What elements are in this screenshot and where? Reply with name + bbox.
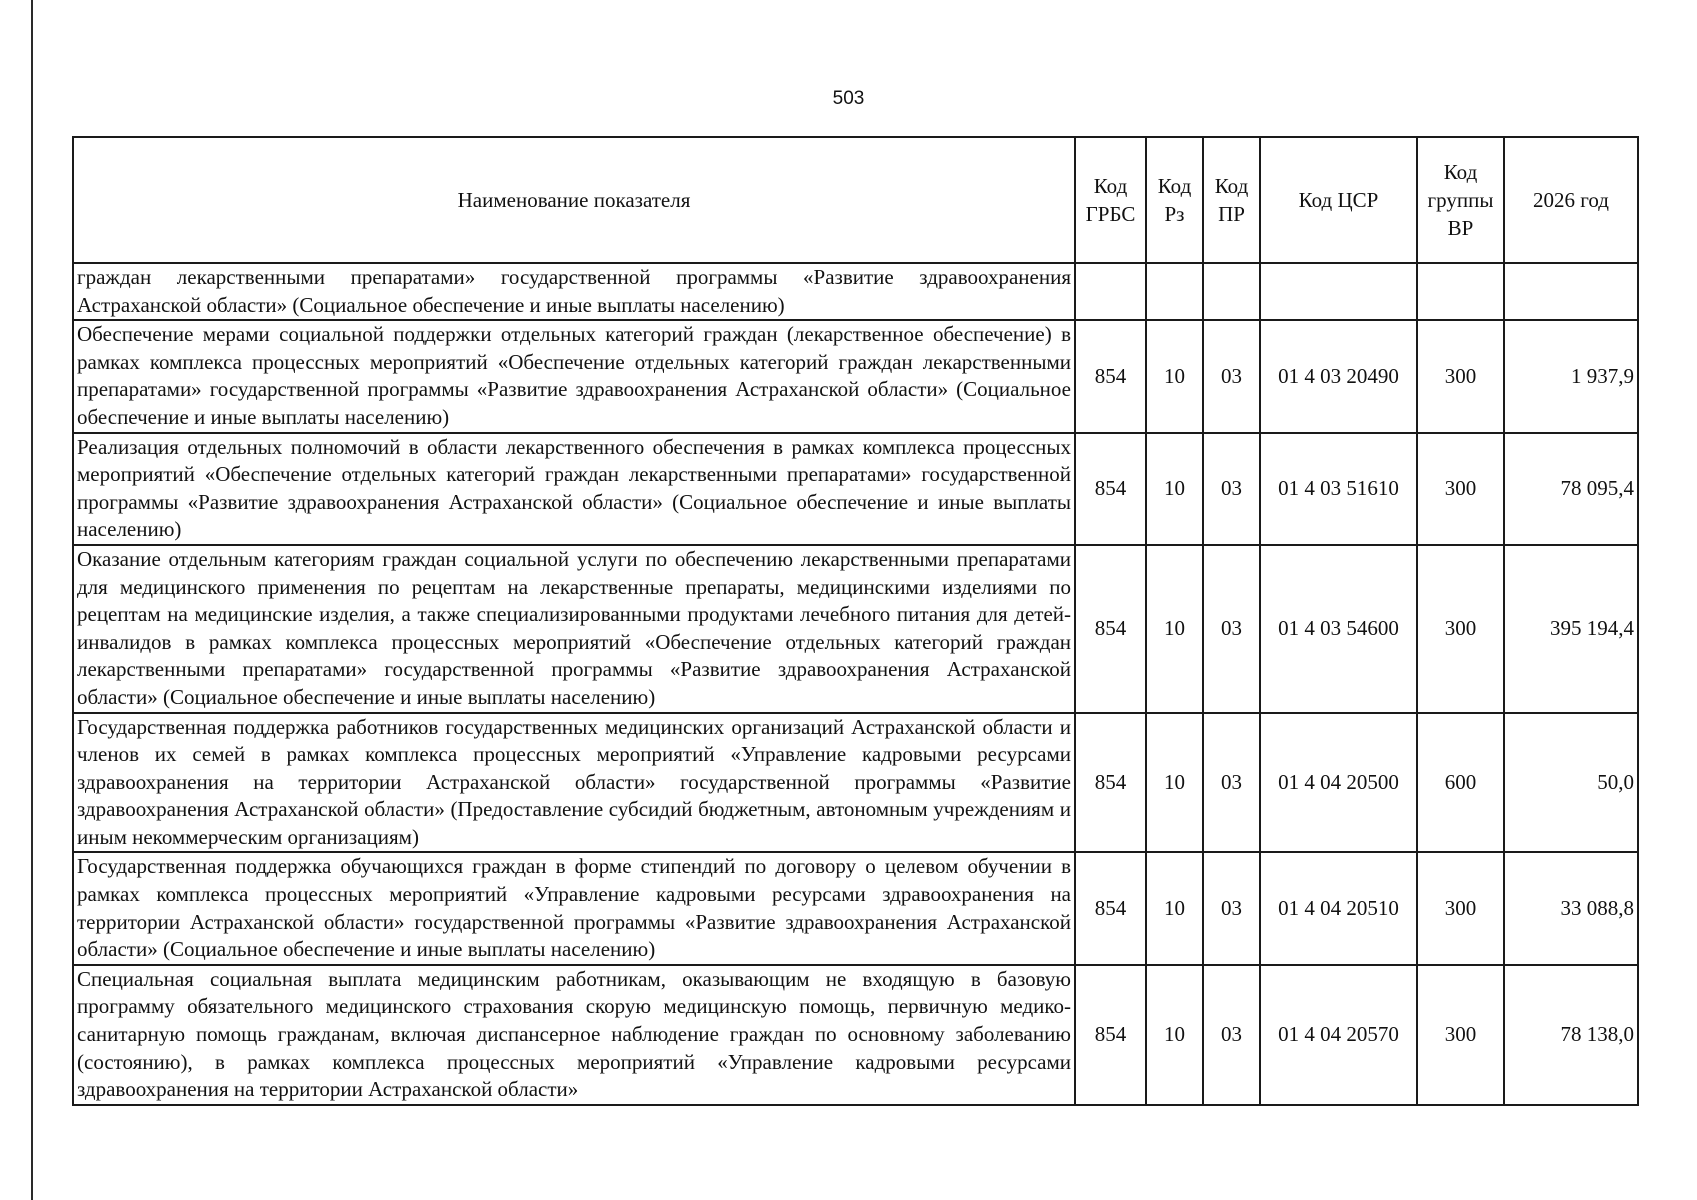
row-rz: 10 <box>1146 852 1203 964</box>
table-row <box>73 545 1638 713</box>
table-row <box>73 433 1638 545</box>
row-csr: 01 4 04 20500 <box>1260 713 1417 853</box>
table-row <box>73 713 1638 853</box>
table-row <box>73 852 1638 964</box>
row-csr: 01 4 03 51610 <box>1260 433 1417 545</box>
row-amount: 33 088,8 <box>1504 852 1638 964</box>
row-vr: 300 <box>1417 545 1504 713</box>
row-vr: 300 <box>1417 965 1504 1105</box>
row-rz <box>1146 263 1203 320</box>
row-amount: 1 937,9 <box>1504 320 1638 432</box>
header-csr: Код ЦСР <box>1260 137 1417 263</box>
row-grbs: 854 <box>1075 320 1146 432</box>
header-name: Наименование показателя <box>73 137 1075 263</box>
table-header-row <box>73 137 1638 263</box>
table-row <box>73 320 1638 432</box>
row-csr: 01 4 03 54600 <box>1260 545 1417 713</box>
row-amount: 395 194,4 <box>1504 545 1638 713</box>
row-csr: 01 4 04 20510 <box>1260 852 1417 964</box>
row-rz: 10 <box>1146 965 1203 1105</box>
row-pr: 03 <box>1203 433 1260 545</box>
row-vr: 600 <box>1417 713 1504 853</box>
row-grbs: 854 <box>1075 713 1146 853</box>
row-csr <box>1260 263 1417 320</box>
row-grbs <box>1075 263 1146 320</box>
row-pr: 03 <box>1203 713 1260 853</box>
row-rz: 10 <box>1146 433 1203 545</box>
row-grbs: 854 <box>1075 545 1146 713</box>
row-grbs: 854 <box>1075 965 1146 1105</box>
row-pr: 03 <box>1203 965 1260 1105</box>
row-pr: 03 <box>1203 852 1260 964</box>
row-name: Реализация отдельных полномочий в области лекарственного обеспечения в рамках комплекса процессных мероприятий «Обеспечение отдельных категорий граждан лекарственными препаратами» государственной программы «Развитие здравоохранения Астраханской области» (Социальное обеспечение и иные выплаты населению) <box>73 433 1075 545</box>
row-name: Обеспечение мерами социальной поддержки отдельных категорий граждан (лекарственное обеспечение) в рамках комплекса процессных мероприятий «Обеспечение отдельных категорий граждан лекарственными препаратами» государственной программы «Развитие здравоохранения Астраханской области» (Социальное обеспечение и иные выплаты населению) <box>73 320 1075 432</box>
header-vr: Код группы ВР <box>1417 137 1504 263</box>
row-name: Государственная поддержка работников государственных медицинских организаций Астраханской области и членов их семей в рамках комплекса процессных мероприятий «Управление кадровыми ресурсами здравоохранения на территории Астраханской области» государственной программы «Развитие здравоохранения Астраханской области» (Предоставление субсидий бюджетным, автономным учреждениям и иным некоммерческим организациям) <box>73 713 1075 853</box>
header-year: 2026 год <box>1504 137 1638 263</box>
row-rz: 10 <box>1146 545 1203 713</box>
row-amount <box>1504 263 1638 320</box>
row-grbs: 854 <box>1075 852 1146 964</box>
row-name: Специальная социальная выплата медицинским работникам, оказывающим не входящую в базовую программу обязательного медицинского страхования скорую медицинскую помощь, первичную медико-санитарную помощь гражданам, включая диспансерное наблюдение граждан по основному заболеванию (состоянию), в рамках комплекса процессных мероприятий «Управление кадровыми ресурсами здравоохранения на территории Астраханской области» <box>73 965 1075 1105</box>
row-amount: 78 138,0 <box>1504 965 1638 1105</box>
row-pr <box>1203 263 1260 320</box>
row-vr: 300 <box>1417 433 1504 545</box>
budget-table <box>72 136 1639 1106</box>
row-csr: 01 4 03 20490 <box>1260 320 1417 432</box>
header-rz: Код Рз <box>1146 137 1203 263</box>
row-name: граждан лекарственными препаратами» государственной программы «Развитие здравоохранения Астраханской области» (Социальное обеспечение и иные выплаты населению) <box>73 263 1075 320</box>
row-vr: 300 <box>1417 320 1504 432</box>
row-rz: 10 <box>1146 713 1203 853</box>
header-grbs: Код ГРБС <box>1075 137 1146 263</box>
row-amount: 78 095,4 <box>1504 433 1638 545</box>
row-pr: 03 <box>1203 320 1260 432</box>
row-name: Оказание отдельным категориям граждан социальной услуги по обеспечению лекарственными препаратами для медицинского применения по рецептам на лекарственные препараты, медицинскими изделиями по рецептам на медицинские изделия, а также специализированными продуктами лечебного питания для детей-инвалидов в рамках комплекса процессных мероприятий «Обеспечение отдельных категорий граждан лекарственными препаратами» государственной программы «Развитие здравоохранения Астраханской области» (Социальное обеспечение и иные выплаты населению) <box>73 545 1075 713</box>
left-margin-line <box>31 0 33 1200</box>
row-name: Государственная поддержка обучающихся граждан в форме стипендий по договору о целевом обучении в рамках комплекса процессных мероприятий «Управление кадровыми ресурсами здравоохранения на территории Астраханской области» государственной программы «Развитие здравоохранения Астраханской области» (Социальное обеспечение и иные выплаты населению) <box>73 852 1075 964</box>
row-vr: 300 <box>1417 852 1504 964</box>
row-rz: 10 <box>1146 320 1203 432</box>
header-pr: Код ПР <box>1203 137 1260 263</box>
row-vr <box>1417 263 1504 320</box>
row-pr: 03 <box>1203 545 1260 713</box>
page-number: 503 <box>832 88 865 109</box>
row-csr: 01 4 04 20570 <box>1260 965 1417 1105</box>
table-row <box>73 965 1638 1105</box>
row-amount: 50,0 <box>1504 713 1638 853</box>
row-grbs: 854 <box>1075 433 1146 545</box>
table-row <box>73 263 1638 320</box>
